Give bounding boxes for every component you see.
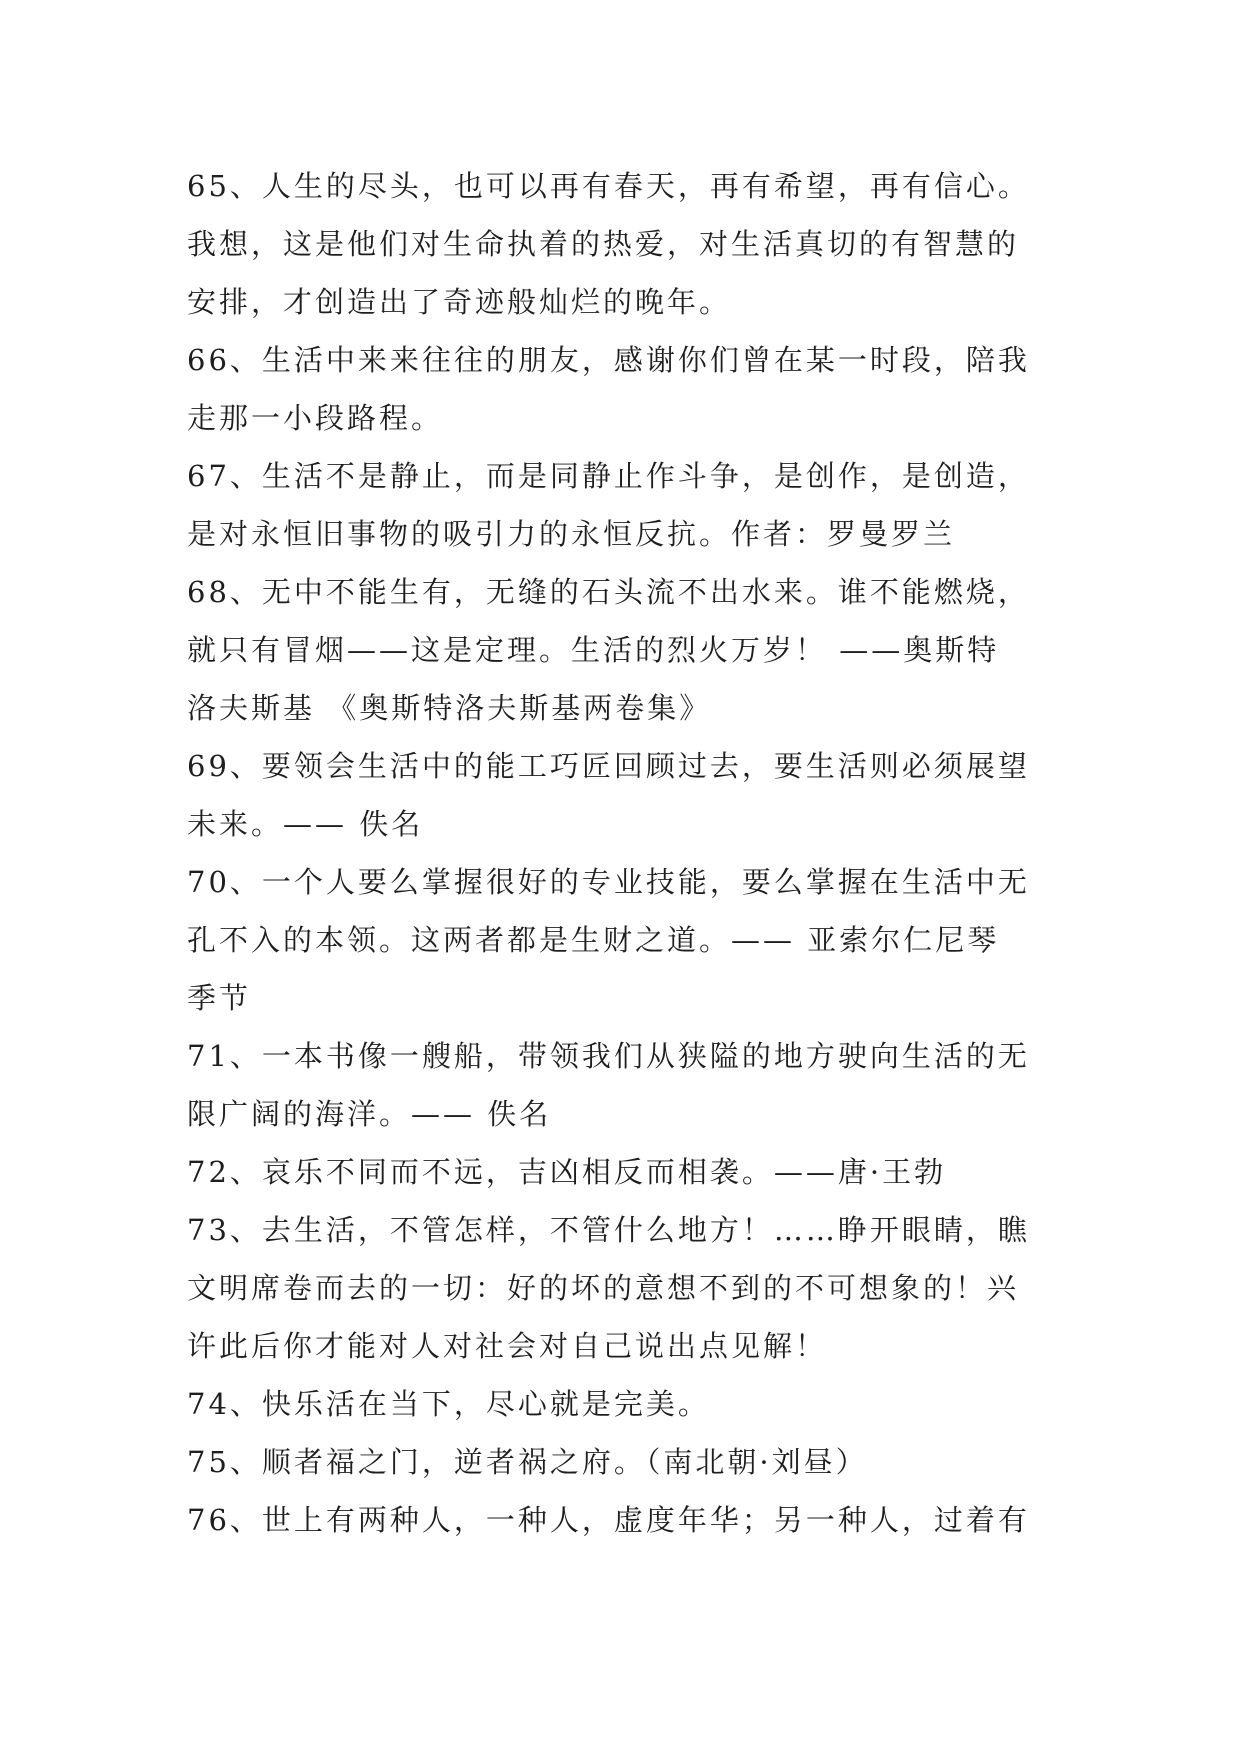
text-line: 孔不入的本领。这两者都是生财之道。—— 亚索尔仁尼琴 <box>187 923 1000 957</box>
text-line: 我想，这是他们对生命执着的热爱，对生活真切的有智慧的 <box>187 227 1020 261</box>
text-line: 走那一小段路程。 <box>187 401 444 435</box>
text-line: 许此后你才能对人对社会对自己说出点见解！ <box>187 1329 828 1363</box>
text-line: 72、哀乐不同而不远，吉凶相反而相袭。——唐·王勃 <box>187 1155 947 1189</box>
text-line: 未来。—— 佚名 <box>187 807 424 841</box>
text-line: 68、无中不能生有，无缝的石头流不出水来。谁不能燃烧， <box>187 575 1030 609</box>
text-line: 限广阔的海洋。—— 佚名 <box>187 1097 552 1131</box>
text-line: 70、一个人要么掌握很好的专业技能，要么掌握在生活中无 <box>187 865 1030 899</box>
text-line: 75、顺者福之门，逆者祸之府。（南北朝·刘昼） <box>187 1445 868 1479</box>
text-line: 71、一本书像一艘船，带领我们从狭隘的地方驶向生活的无 <box>187 1039 1030 1073</box>
text-line: 73、去生活，不管怎样，不管什么地方！……睁开眼睛，瞧 <box>187 1213 1030 1247</box>
text-line: 69、要领会生活中的能工巧匠回顾过去，要生活则必须展望 <box>187 749 1030 783</box>
document-body <box>187 157 1067 1549</box>
text-line: 季节 <box>187 981 252 1015</box>
text-line: 洛夫斯基 《奥斯特洛夫斯基两卷集》 <box>187 691 712 725</box>
text-line: 是对永恒旧事物的吸引力的永恒反抗。作者：罗曼罗兰 <box>187 517 956 551</box>
text-line: 安排，才创造出了奇迹般灿烂的晚年。 <box>187 285 732 319</box>
text-line: 67、生活不是静止，而是同静止作斗争，是创作，是创造， <box>187 459 1030 493</box>
text-line: 66、生活中来来往往的朋友，感谢你们曾在某一时段，陪我 <box>187 343 1030 377</box>
text-line: 文明席卷而去的一切：好的坏的意想不到的不可想象的！兴 <box>187 1271 1020 1305</box>
text-line: 65、人生的尽头，也可以再有春天，再有希望，再有信心。 <box>187 169 1030 203</box>
text-line: 就只有冒烟——这是定理。生活的烈火万岁！ ——奥斯特 <box>187 633 1000 667</box>
text-line: 76、世上有两种人，一种人，虚度年华；另一种人，过着有 <box>187 1503 1030 1537</box>
text-line: 74、快乐活在当下，尽心就是完美。 <box>187 1387 710 1421</box>
